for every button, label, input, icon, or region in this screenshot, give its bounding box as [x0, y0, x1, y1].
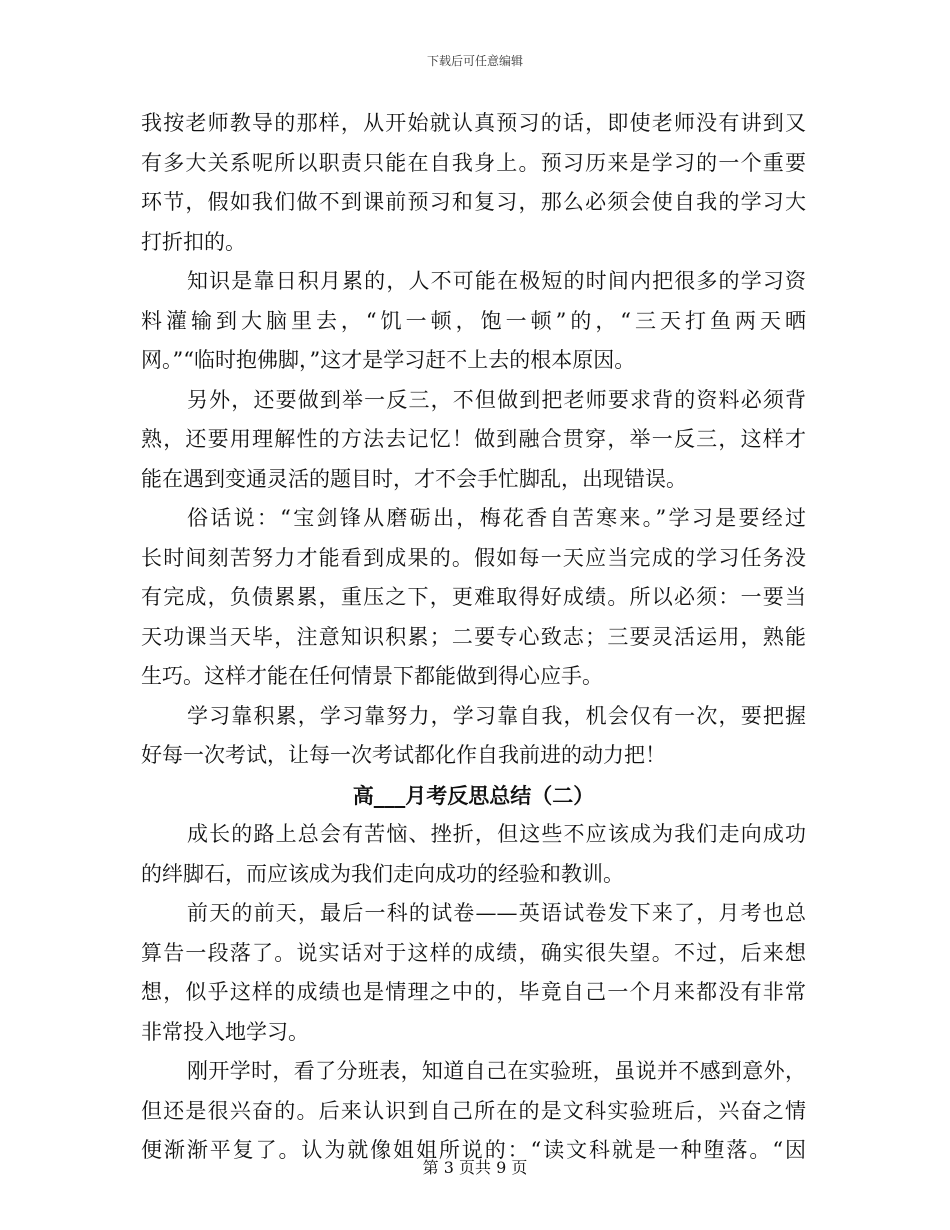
page-header: 下载后可任意编辑	[426, 54, 523, 68]
text-line: 料灌输到大脑里去，“饥一顿，饱一顿”的，“三天打鱼两天晒	[141, 308, 806, 333]
text-line: 网。”“临时抱佛脚，”这才是学习赶不上去的根本原因。	[141, 348, 636, 372]
text-line: 我按老师教导的那样，从开始就认真预习的话，即使老师没有讲到又	[141, 111, 806, 135]
text-line: 好每一次考试，让每一次考试都化作自我前进的动力把！	[141, 743, 666, 767]
text-line: 长时间刻苦努力才能看到成果的。假如每一天应当完成的学习任务没	[141, 545, 806, 570]
text-line: 的绊脚石，而应该成为我们走向成功的经验和教训。	[141, 861, 624, 886]
text-line: 算告一段落了。说实话对于这样的成绩，确实很失望。不过，后来想	[141, 940, 806, 965]
text-line: 想，似乎这样的成绩也是情理之中的，毕竟自己一个月来都没有非常	[141, 980, 806, 1004]
text-line: 打折扣的。	[141, 229, 246, 254]
text-line: 成长的路上总会有苦恼、挫折，但这些不应该成为我们走向成功	[187, 822, 806, 846]
text-line: 环节，假如我们做不到课前预习和复习，那么必须会使自我的学习大	[141, 190, 806, 214]
text-line: 知识是靠日积月累的，人不可能在极短的时间内把很多的学习资	[187, 269, 806, 293]
text-line: 熟，还要用理解性的方法去记忆！做到融合贯穿，举一反三，这样才	[141, 427, 806, 451]
text-line: 生巧。这样才能在任何情景下都能做到得心应手。	[141, 664, 603, 688]
section-title: 高___月考反思总结（二）	[352, 782, 595, 808]
text-line: 有完成，负债累累，重压之下，更难取得好成绩。所以必须：一要当	[141, 585, 806, 609]
text-line: 俗话说：“宝剑锋从磨砺出，梅花香自苦寒来。”学习是要经过	[187, 506, 806, 530]
text-line: 前天的前天，最后一科的试卷——英语试卷发下来了，月考也总	[187, 901, 806, 925]
page-footer: 第 3 页共 9 页	[422, 1158, 528, 1177]
text-line: 学习靠积累，学习靠努力，学习靠自我，机会仅有一次，要把握	[187, 703, 806, 728]
text-line: 刚开学时，看了分班表，知道自己在实验班，虽说并不感到意外，	[187, 1059, 806, 1083]
text-line: 非常投入地学习。	[141, 1019, 309, 1044]
text-line: 但还是很兴奋的。后来认识到自己所在的是文科实验班后，兴奋之情	[141, 1098, 806, 1123]
text-line: 便渐渐平复了。认为就像姐姐所说的：“读文科就是一种堕落。“因	[141, 1138, 806, 1162]
text-line: 有多大关系呢所以职责只能在自我身上。预习历来是学习的一个重要	[141, 150, 806, 175]
text-line: 能在遇到变通灵活的题目时，才不会手忙脚乱，出现错误。	[141, 466, 687, 491]
text-line: 天功课当天毕，注意知识积累；二要专心致志；三要灵活运用，熟能	[141, 624, 806, 649]
document-body	[141, 104, 806, 1171]
text-line: 另外，还要做到举一反三，不但做到把老师要求背的资料必须背	[187, 387, 806, 412]
